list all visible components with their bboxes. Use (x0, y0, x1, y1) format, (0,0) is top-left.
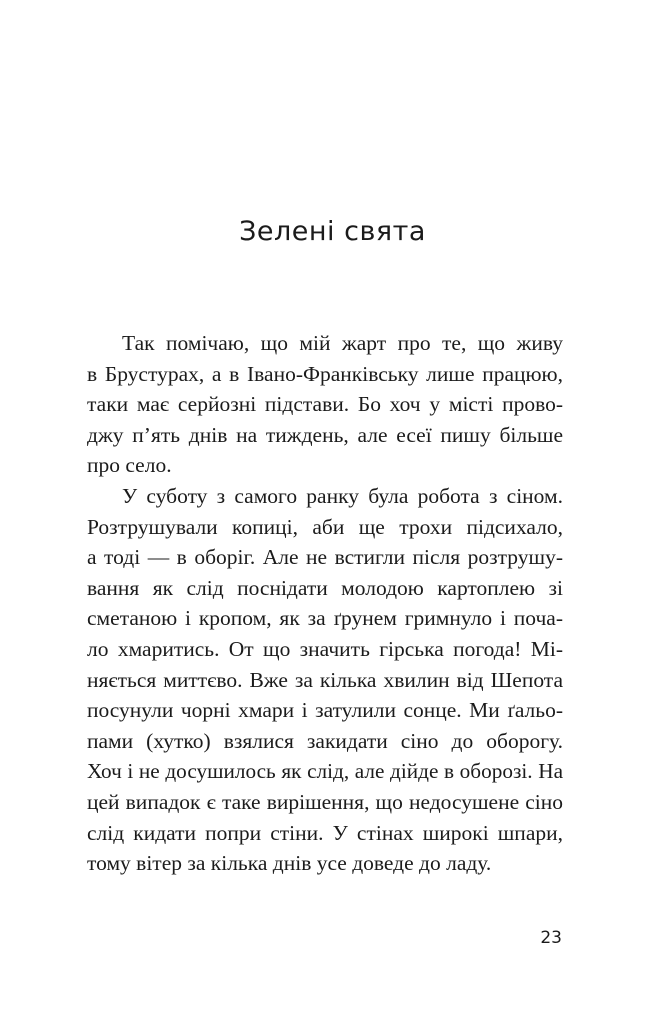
paragraph (87, 328, 563, 481)
text-line: таки має серйозні підстави. Бо хоч у місті прово- (87, 392, 563, 417)
text-line: пами (хутко) взялися закидати сіно до оборогу. (87, 728, 563, 753)
text-line: Розтрушували копиці, аби ще трохи підсихало, (87, 514, 563, 539)
text-line: джу п’ять днів на тиждень, але есеї пишу більше (87, 422, 563, 447)
page-number: 23 (540, 928, 562, 948)
text-line: цей випадок є таке вирішення, що недосушене сіно (87, 789, 563, 814)
text-line: посунули чорні хмари і затулили сонце. Ми ґальо- (87, 698, 563, 723)
text-line: У суботу з самого ранку була робота з сіном. (122, 483, 563, 508)
text-line: няється миттєво. Вже за кілька хвилин від Шепота (87, 667, 563, 692)
paragraph (87, 481, 563, 879)
text-line: а тоді — в оборіг. Але не встигли після розтрушу- (87, 545, 563, 570)
text-line: про село. (87, 453, 172, 478)
text-line: слід кидати попри стіни. У стінах широкі шпари, (87, 820, 563, 845)
chapter-title: Зелені свята (239, 216, 426, 247)
text-line: сметаною і кропом, як за ґрунем гримнуло і поча- (87, 606, 563, 631)
text-line: Так помічаю, що мій жарт про те, що живу (122, 331, 563, 355)
text-line: вання як слід поснідати молодою картоплею зі (87, 575, 563, 600)
text-line: в Брустурах, а в Івано-Франківську лише працюю, (87, 361, 563, 386)
body-text (87, 328, 563, 879)
text-line: Хоч і не досушилось як слід, але дійде в оборозі. На (87, 759, 563, 784)
text-line: ло хмаритись. От що значить гірська погода! Мі- (87, 636, 563, 661)
text-line: тому вітер за кілька днів усе доведе до ладу. (87, 851, 492, 876)
